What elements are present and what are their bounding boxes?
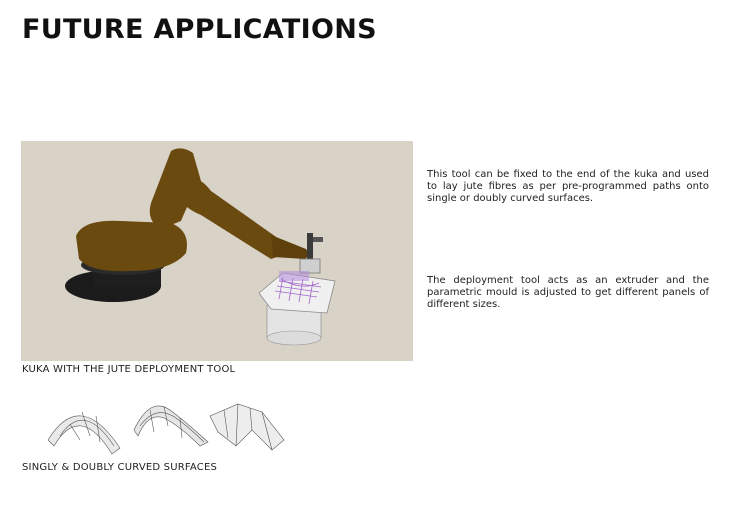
description-paragraph-2: The deployment tool acts as an extruder and the parametric mould is adjusted to get different panels of different sizes. [427, 275, 709, 310]
page-title: FUTURE APPLICATIONS [22, 14, 377, 45]
kuka-render-image [21, 141, 413, 361]
curved-surfaces-illustration [40, 396, 290, 458]
doubly-curved-surface [134, 406, 208, 446]
singly-curved-surface [48, 412, 120, 454]
folded-surface [210, 404, 284, 450]
kuka-robot-illustration [21, 141, 413, 361]
description-paragraph-1: This tool can be fixed to the end of the kuka and used to lay jute fibres as per pre-programmed paths onto single or doubly curved surfaces. [427, 169, 709, 204]
figure-caption-kuka: KUKA WITH THE JUTE DEPLOYMENT TOOL [22, 364, 236, 375]
robot-shoulder [76, 221, 187, 271]
robot-forearm [271, 235, 308, 259]
figure-caption-surfaces: SINGLY & DOUBLY CURVED SURFACES [22, 462, 218, 473]
